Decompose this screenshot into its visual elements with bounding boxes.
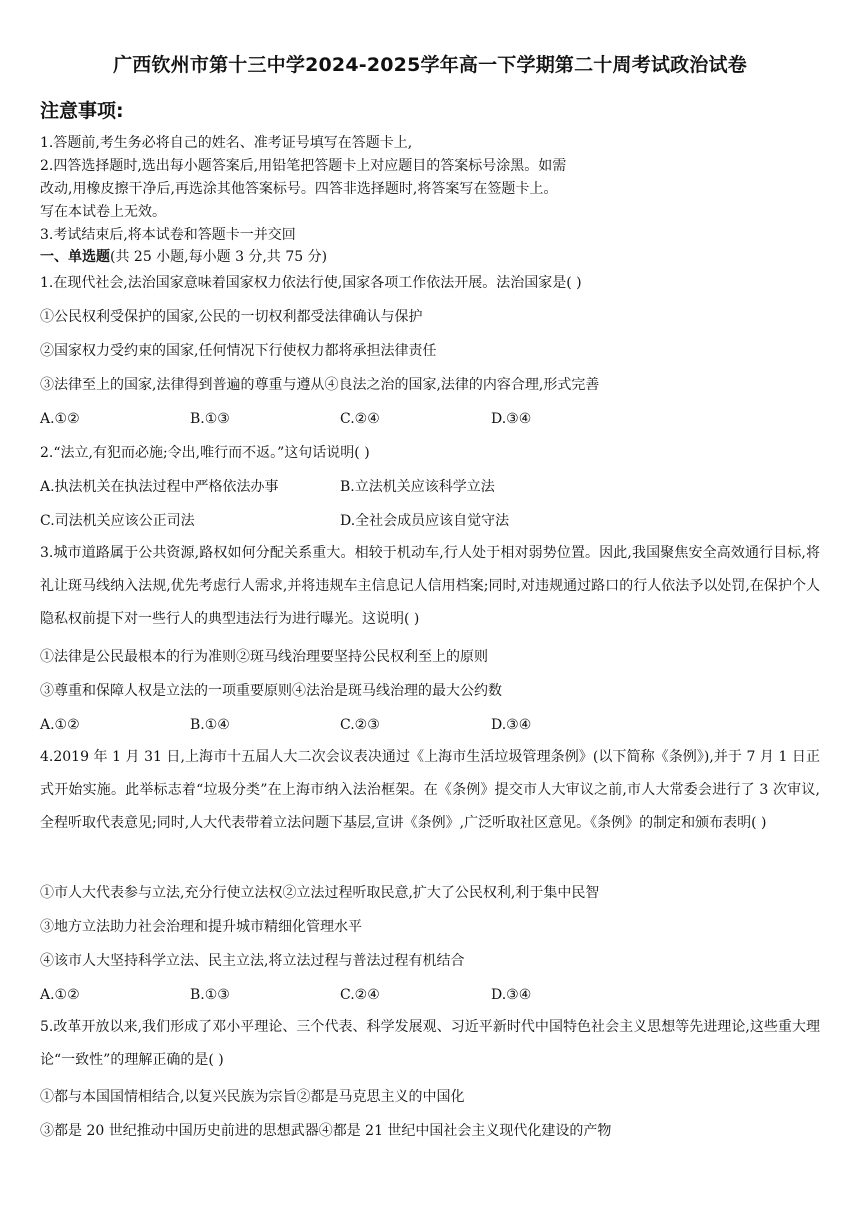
question-item: ③都是 20 世纪推动中国历史前进的思想武器④都是 21 世纪中国社会主义现代化建设的产物: [40, 1123, 612, 1139]
option-d: D.③④: [491, 717, 532, 733]
option-a: A.①②: [40, 717, 80, 733]
question-stem: 2.“法立,有犯而必施;令出,唯行而不返。”这句话说明( ): [40, 445, 370, 461]
question-item: ③尊重和保障人权是立法的一项重要原则④法治是斑马线治理的最大公约数: [40, 683, 502, 699]
option-d: D.全社会成员应该自觉守法: [340, 513, 510, 529]
notice-line: 1.答题前,考生务必将自己的姓名、准考证号填写在答题卡上,: [40, 135, 413, 151]
question-item: ①公民权利受保护的国家,公民的一切权利都受法律确认与保护: [40, 309, 423, 325]
notice-line: 写在本试卷上无效。: [40, 204, 166, 220]
question-item: ③法律至上的国家,法律得到普遍的尊重与遵从④良法之治的国家,法律的内容合理,形式完善: [40, 377, 600, 393]
question-stem: 4.2019 年 1 月 31 日,上海市十五届人大二次会议表决通过《上海市生活垃圾管理条例》(以下简称《条例》),并于 7 月 1 日正式开始实施。此举标志着“垃圾分类”在上海市纳入法治框架。在《条例》提交市人大审议之前,市人大常委会进行了 3 次审议,全程听取代表意见;同时,人大代表带着立法问题下基层,宣讲《条例》,广泛听取社区意见。《条例》的制定和颁布表明( ): [40, 749, 820, 831]
question-stem: 3.城市道路属于公共资源,路权如何分配关系重大。相较于机动车,行人处于相对弱势位置。因此,我国聚焦安全高效通行目标,将礼让斑马线纳入法规,优先考虑行人需求,并将违规车主信息记人信用档案;同时,对违规通过路口的行人依法予以处罚,在保护个人隐私权前提下对一些行人的典型违法行为进行曝光。这说明( ): [40, 545, 820, 627]
option-d: D.③④: [491, 987, 532, 1003]
option-c: C.②④: [340, 411, 380, 427]
question-stem: 5.改革开放以来,我们形成了邓小平理论、三个代表、科学发展观、习近平新时代中国特色社会主义思想等先进理论,这些重大理论“一致性”的理解正确的是( ): [40, 1019, 820, 1068]
question-item: ①法律是公民最根本的行为准则②斑马线治理要坚持公民权利至上的原则: [40, 649, 488, 665]
question-item: ①都与本国国情相结合,以复兴民族为宗旨②都是马克思主义的中国化: [40, 1089, 465, 1105]
option-c: C.司法机关应该公正司法: [40, 513, 195, 529]
question-item: ④该市人大坚持科学立法、民主立法,将立法过程与普法过程有机结合: [40, 953, 465, 969]
option-b: B.立法机关应该科学立法: [340, 479, 495, 495]
notice-heading: 注意事项:: [40, 100, 124, 122]
question-item: ③地方立法助力社会治理和提升城市精细化管理水平: [40, 919, 362, 935]
notice-line: 2.四答选择题时,选出每小题答案后,用铅笔把答题卡上对应题目的答案标号涂黑。如需: [40, 158, 567, 174]
option-b: B.①③: [190, 411, 230, 427]
notice-line: 3.考试结束后,将本试卷和答题卡一并交回: [40, 227, 296, 243]
option-a: A.①②: [40, 411, 80, 427]
option-d: D.③④: [491, 411, 532, 427]
section-label: 一、单选题: [40, 249, 110, 265]
page-title: 广西钦州市第十三中学2024-2025学年高一下学期第二十周考试政治试卷: [113, 54, 747, 76]
question-stem: 1.在现代社会,法治国家意味着国家权力依法行使,国家各项工作依法开展。法治国家是( ): [40, 275, 582, 291]
option-b: B.①③: [190, 987, 230, 1003]
question-item: ②国家权力受约束的国家,任何情况下行使权力都将承担法律责任: [40, 343, 437, 359]
option-c: C.②④: [340, 987, 380, 1003]
section-heading: [40, 246, 327, 266]
notice-line: 改动,用橡皮擦干净后,再选涂其他答案标号。四答非选择题时,将答案写在签题卡上。: [40, 181, 558, 197]
option-b: B.①④: [190, 717, 230, 733]
question-item: ①市人大代表参与立法,充分行使立法权②立法过程听取民意,扩大了公民权利,利于集中民智: [40, 885, 600, 901]
option-a: A.①②: [40, 987, 80, 1003]
option-a: A.执法机关在执法过程中严格依法办事: [40, 479, 279, 495]
option-c: C.②③: [340, 717, 380, 733]
section-desc: (共 25 小题,每小题 3 分,共 75 分): [110, 249, 328, 265]
